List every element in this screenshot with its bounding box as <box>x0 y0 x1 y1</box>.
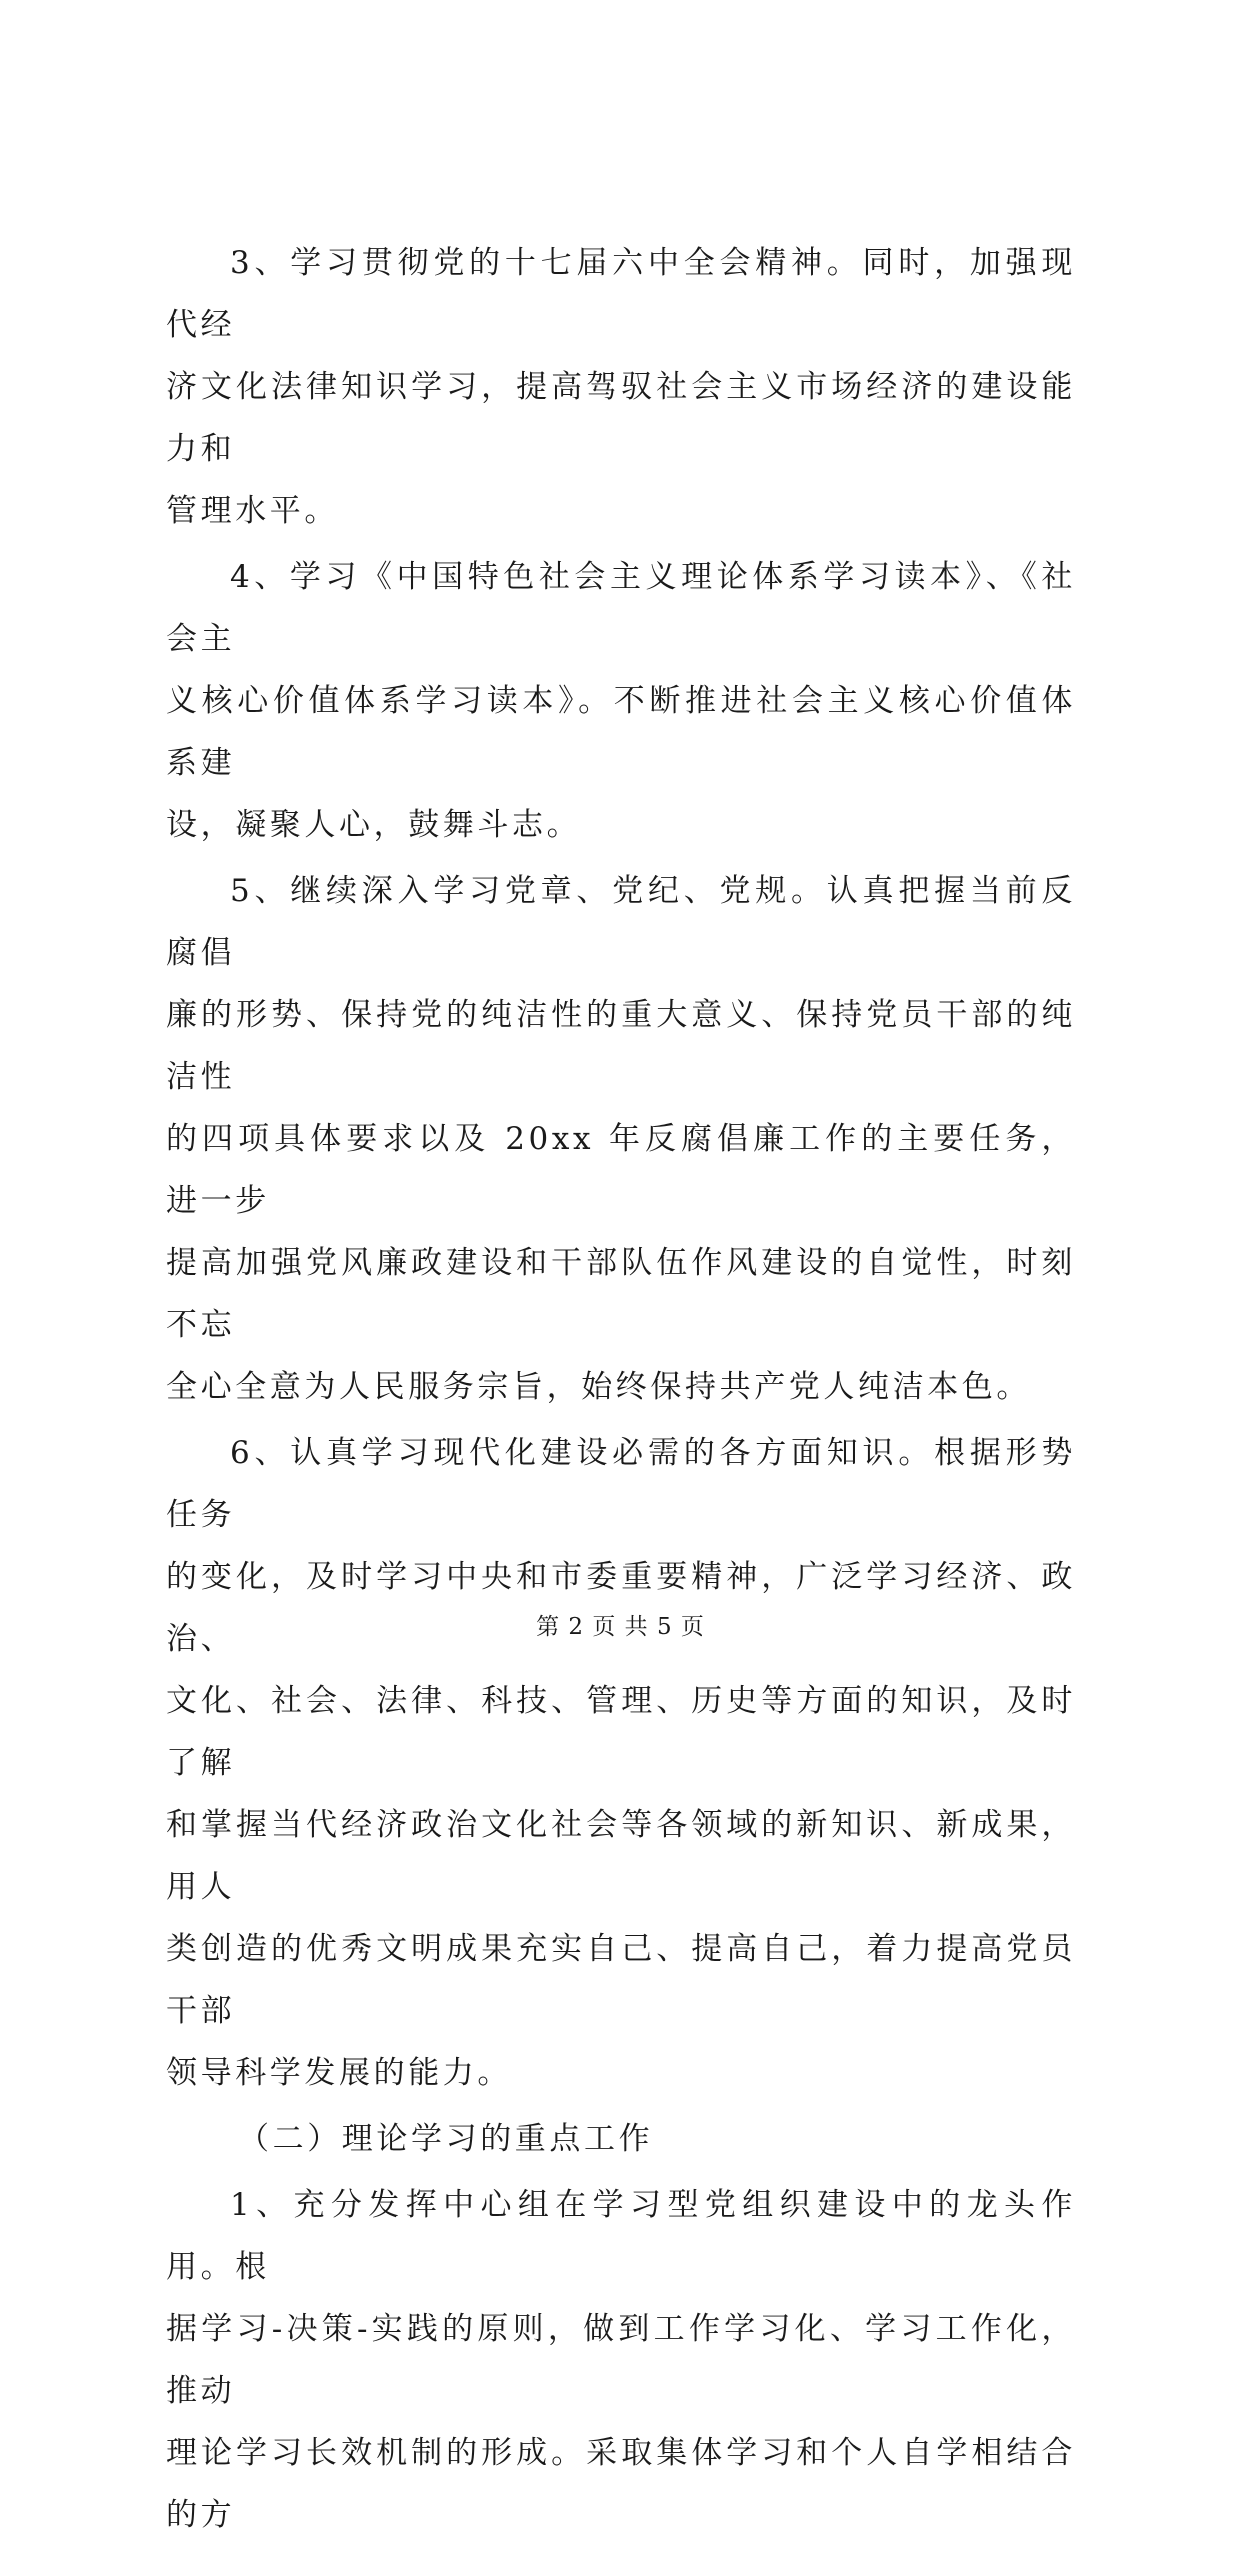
paragraph-line: 的变化，及时学习中央和市委重要精神，广泛学习经济、政治、 <box>166 1559 1076 1657</box>
paragraph-line: 和掌握当代经济政治文化社会等各领域的新知识、新成果，用人 <box>166 1807 1076 1905</box>
paragraph-line: 1、充分发挥中心组在学习型党组织建设中的龙头作用。根 <box>166 2187 1076 2285</box>
paragraph-line: 4、学习《中国特色社会主义理论体系学习读本》、《社会主 <box>166 559 1076 657</box>
paragraph-line: 义核心价值体系学习读本》。不断推进社会主义核心价值体系建 <box>166 683 1076 781</box>
paragraph-line: 管理水平。 <box>166 493 339 529</box>
paragraph-item-6 <box>166 1422 1076 2104</box>
page-number-footer: 第 2 页 共 5 页 <box>536 1614 705 1640</box>
section-heading: （二）理论学习的重点工作 <box>238 2121 654 2157</box>
paragraph-line: 廉的形势、保持党的纯洁性的重大意义、保持党员干部的纯洁性 <box>166 997 1076 1095</box>
paragraph-line: 济文化法律知识学习，提高驾驭社会主义市场经济的建设能力和 <box>166 369 1076 467</box>
paragraph-line: 3、学习贯彻党的十七届六中全会精神。同时，加强现代经 <box>166 245 1076 343</box>
paragraph-line: 提高加强党风廉政建设和干部队伍作风建设的自觉性，时刻不忘 <box>166 1245 1076 1343</box>
document-body <box>166 232 1076 2550</box>
paragraph-line: 理论学习长效机制的形成。采取集体学习和个人自学相结合的方 <box>166 2435 1076 2533</box>
paragraph-section2-item-1 <box>166 2174 1076 2546</box>
paragraph-item-4 <box>166 546 1076 856</box>
paragraph-line: 文化、社会、法律、科技、管理、历史等方面的知识，及时了解 <box>166 1683 1076 1781</box>
paragraph-line: 全心全意为人民服务宗旨，始终保持共产党人纯洁本色。 <box>166 1369 1031 1405</box>
paragraph-line: 的四项具体要求以及 20xx 年反腐倡廉工作的主要任务，进一步 <box>166 1121 1076 1219</box>
paragraph-line: 类创造的优秀文明成果充实自己、提高自己，着力提高党员干部 <box>166 1931 1076 2029</box>
paragraph-line: 据学习-决策-实践的原则，做到工作学习化、学习工作化，推动 <box>166 2311 1076 2409</box>
paragraph-line: 设，凝聚人心，鼓舞斗志。 <box>166 807 582 843</box>
paragraph-item-3 <box>166 232 1076 542</box>
paragraph-line: 5、继续深入学习党章、党纪、党规。认真把握当前反腐倡 <box>166 873 1076 971</box>
paragraph-item-5 <box>166 860 1076 1418</box>
paragraph-line: 领导科学发展的能力。 <box>166 2055 512 2091</box>
paragraph-line: 6、认真学习现代化建设必需的各方面知识。根据形势任务 <box>166 1435 1076 1533</box>
